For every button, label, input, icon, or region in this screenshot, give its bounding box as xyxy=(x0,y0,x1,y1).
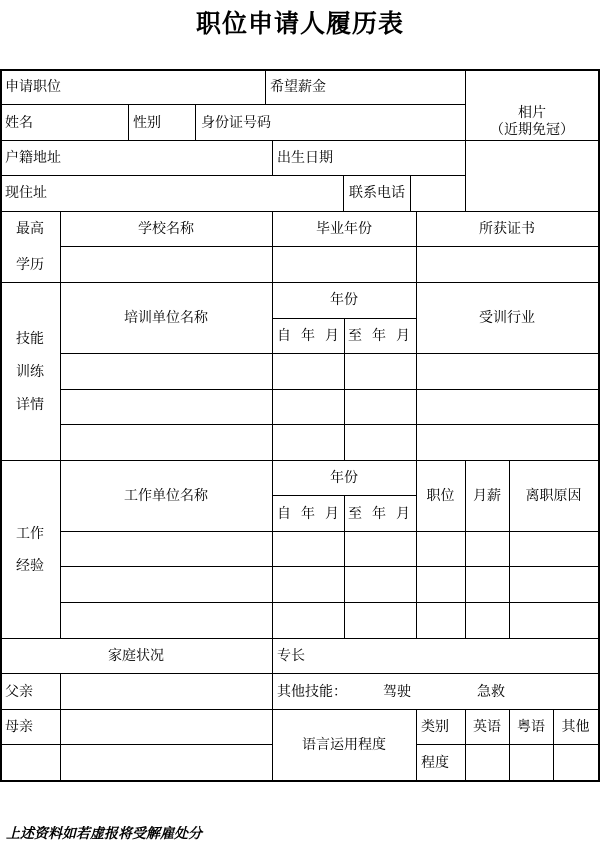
work-from-day: 自 xyxy=(277,506,291,522)
family-status-header: 家庭状况 xyxy=(108,648,164,664)
training-to-year: 年 xyxy=(372,328,386,344)
education-label-1: 最高 xyxy=(16,221,44,237)
address-label: 现住址 xyxy=(5,185,47,201)
first-aid-label: 急救 xyxy=(477,684,505,700)
training-industry-header: 受训行业 xyxy=(479,310,535,326)
leaving-reason-header: 离职原因 xyxy=(525,488,582,504)
training-label-3: 详情 xyxy=(16,397,44,413)
work-to-year: 年 xyxy=(372,506,386,522)
training-from-year: 年 xyxy=(301,328,315,344)
table-border-bottom xyxy=(0,780,600,782)
birth-date-label: 出生日期 xyxy=(277,150,333,166)
mother-label: 母亲 xyxy=(5,719,33,735)
training-from-day: 自 xyxy=(277,328,291,344)
english-label: 英语 xyxy=(473,719,501,735)
photo-label: 相片 xyxy=(518,105,546,121)
other-skills-label: 其他技能： xyxy=(277,684,347,700)
phone-label: 联系电话 xyxy=(349,185,405,201)
training-to-day: 至 xyxy=(348,328,362,344)
cantonese-label: 粤语 xyxy=(517,719,545,735)
language-level-label: 语言运用程度 xyxy=(302,737,386,753)
name-label: 姓名 xyxy=(5,115,33,131)
hukou-label: 户籍地址 xyxy=(5,150,61,166)
certificate-header: 所获证书 xyxy=(479,221,535,237)
photo-note: （近期免冠） xyxy=(490,122,574,138)
work-from-year: 年 xyxy=(301,506,315,522)
language-kind-label: 类别 xyxy=(421,719,449,735)
work-label-1: 工作 xyxy=(16,526,44,542)
training-to-month: 月 xyxy=(396,328,410,344)
specialty-label: 专长 xyxy=(277,648,305,664)
driving-label: 驾驶 xyxy=(383,684,411,700)
training-unit-header: 培训单位名称 xyxy=(124,310,208,326)
position-label: 申请职位 xyxy=(5,79,61,95)
work-label-2: 经验 xyxy=(16,558,44,574)
work-from-month: 月 xyxy=(325,506,339,522)
training-label-1: 技能 xyxy=(16,331,44,347)
training-year-header: 年份 xyxy=(330,292,358,308)
id-number-label: 身份证号码 xyxy=(201,115,271,131)
other-language-label: 其他 xyxy=(561,719,590,735)
education-label-2: 学历 xyxy=(16,257,44,273)
work-unit-header: 工作单位名称 xyxy=(124,488,208,504)
training-label-2: 训练 xyxy=(16,364,44,380)
monthly-pay-header: 月薪 xyxy=(473,488,501,504)
school-name-header: 学校名称 xyxy=(138,221,194,237)
disclaimer-note: 上述资料如若虚报将受解雇处分 xyxy=(6,826,202,842)
work-year-header: 年份 xyxy=(330,470,358,486)
work-to-day: 至 xyxy=(348,506,362,522)
father-label: 父亲 xyxy=(5,684,33,700)
work-to-month: 月 xyxy=(396,506,410,522)
table-border-top xyxy=(0,69,600,71)
page-title: 职位申请人履历表 xyxy=(195,9,404,38)
gender-label: 性别 xyxy=(133,115,161,131)
proficiency-label: 程度 xyxy=(421,755,449,771)
graduation-year-header: 毕业年份 xyxy=(316,221,372,237)
job-title-header: 职位 xyxy=(426,488,455,504)
salary-label: 希望薪金 xyxy=(270,79,326,95)
training-from-month: 月 xyxy=(325,328,339,344)
